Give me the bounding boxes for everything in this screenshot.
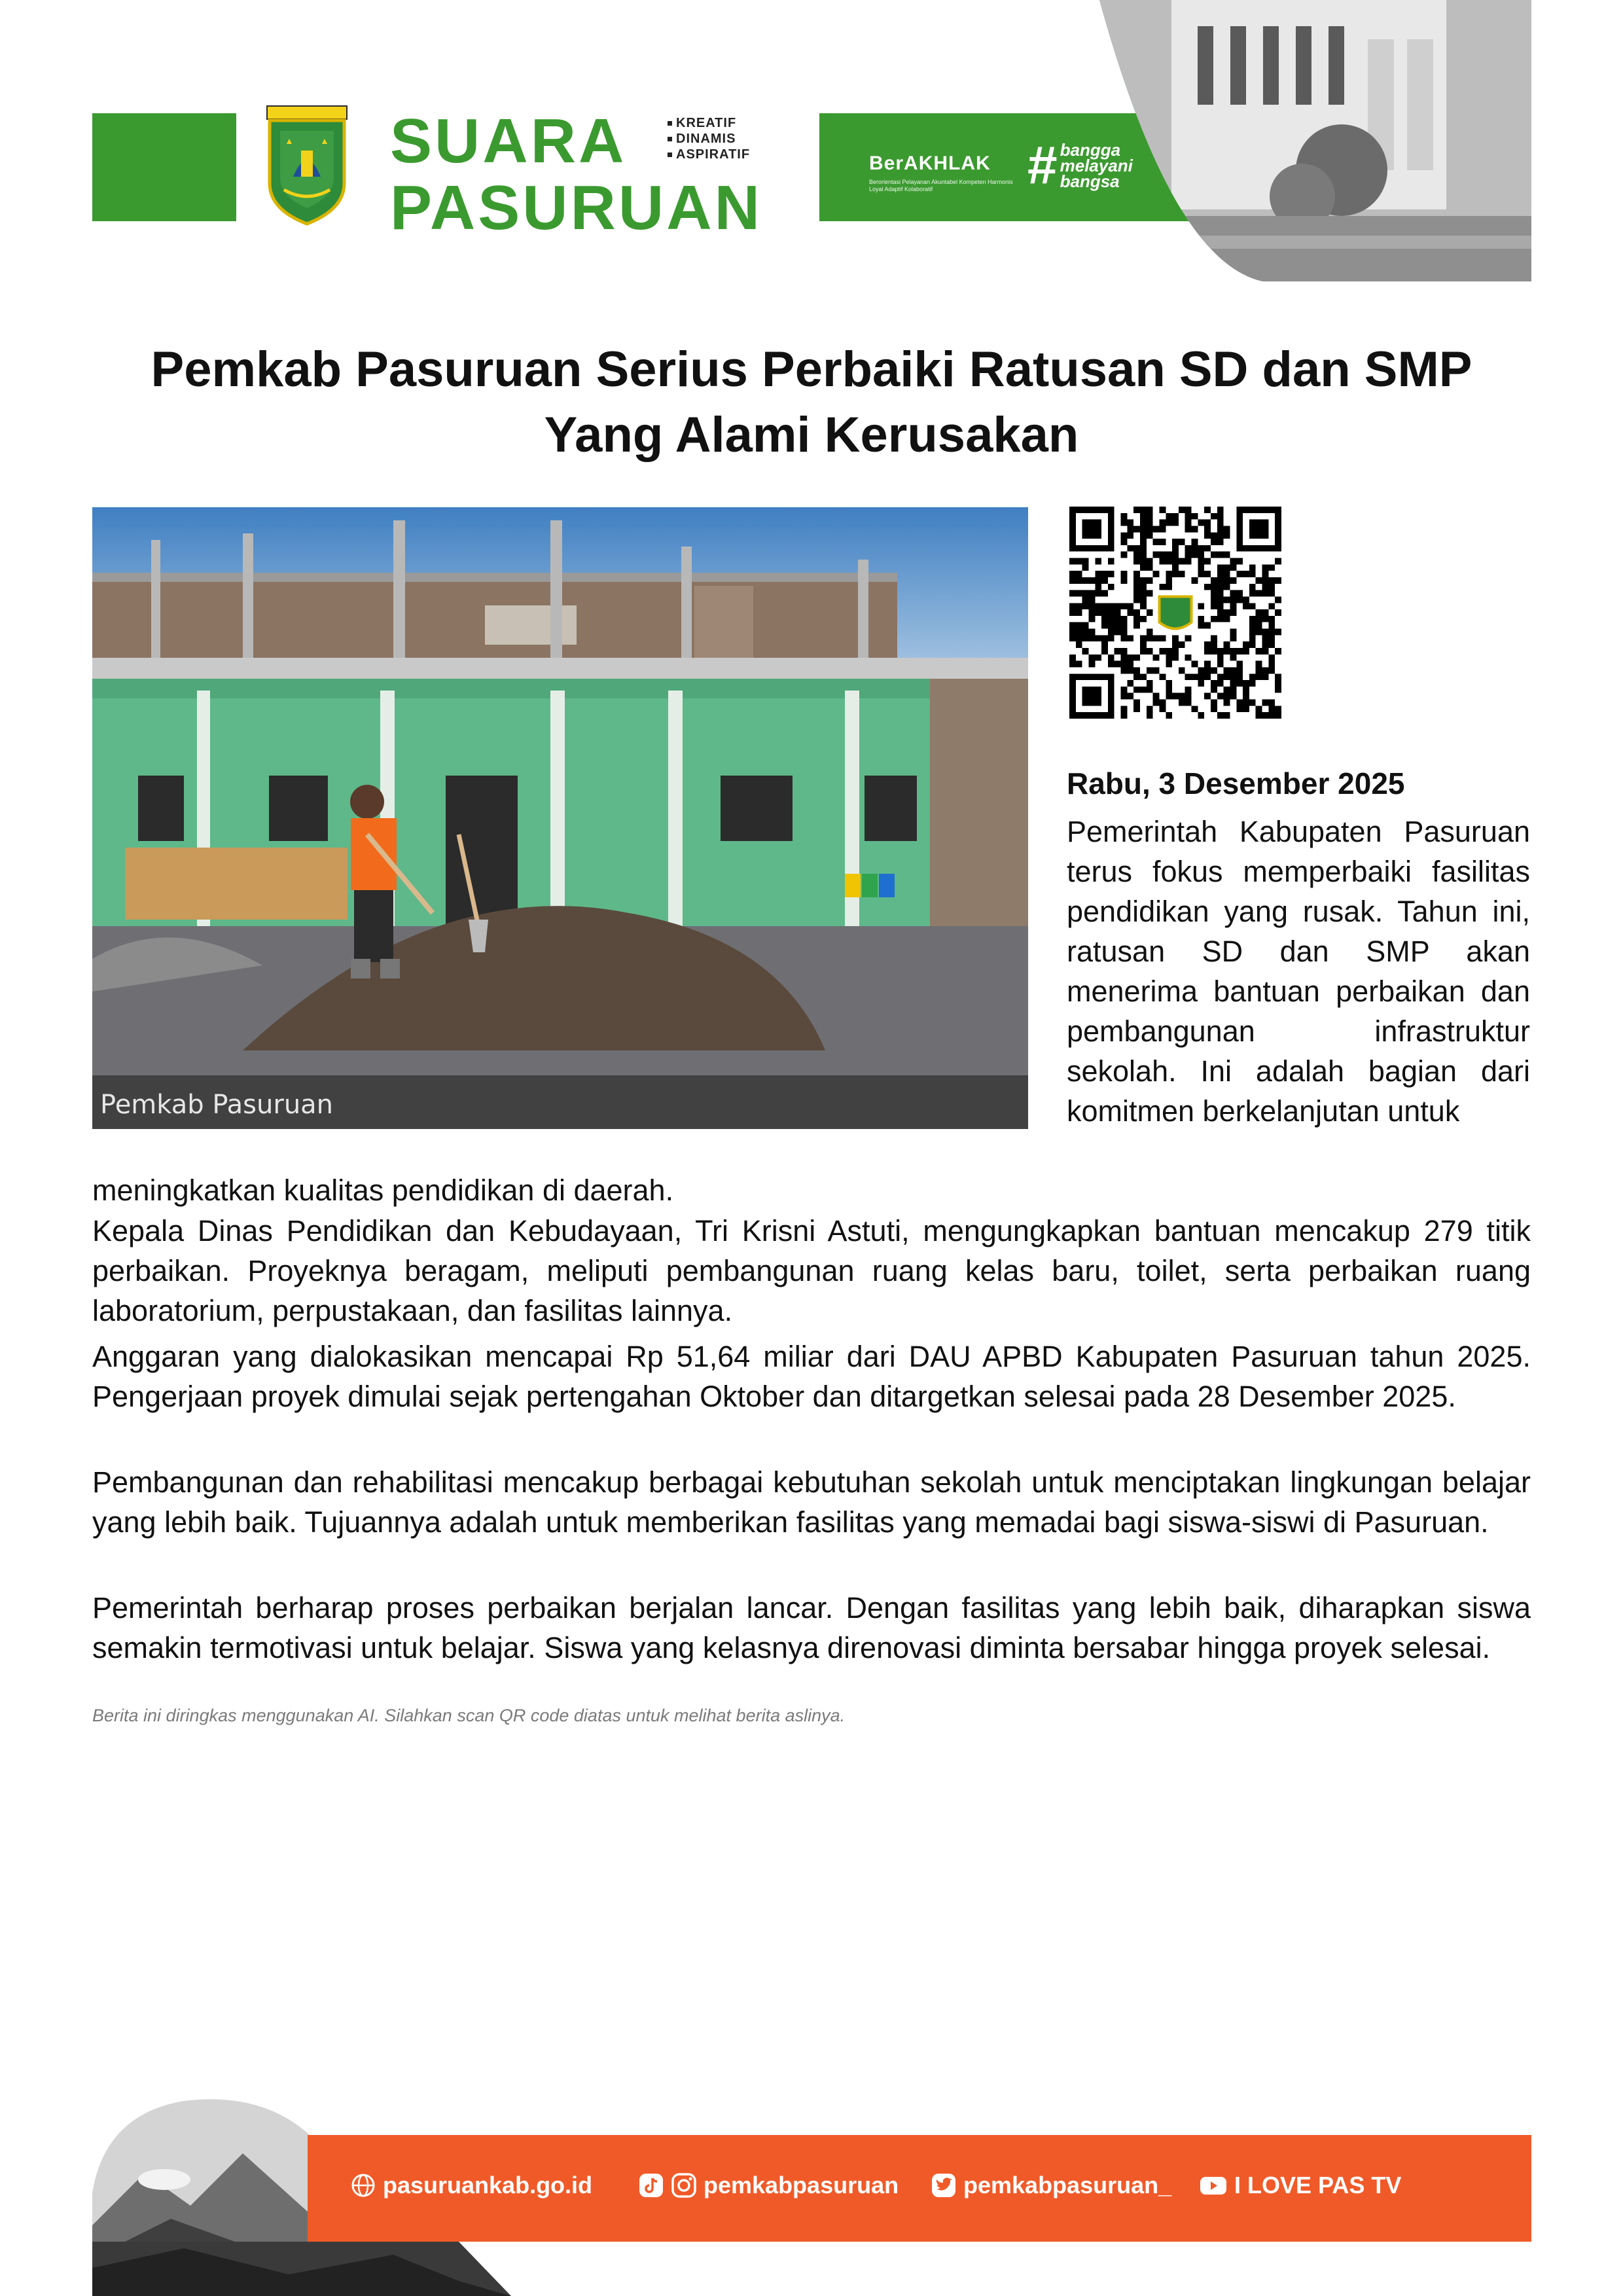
brand-taglines (668, 115, 766, 162)
tagline-3: ASPIRATIF (668, 147, 766, 162)
globe-icon (350, 2172, 376, 2198)
tagline-2: DINAMIS (668, 131, 766, 147)
bangga-word-3: bangsa (1060, 171, 1120, 191)
photo-credit-overlay (92, 1075, 1028, 1129)
tiktok-icon (638, 2172, 664, 2198)
paragraph-5: Pemerintah berharap proses perbaikan berjalan lancar. Dengan fasilitas yang lebih baik, diharapkan siswa semakin termotivasi untuk belajar. Siswa yang kelasnya direnovasi diminta bersabar hingga proyek selesai. (92, 1591, 1531, 1664)
berakhlak-label: BerAKHLAK (869, 152, 991, 174)
paragraph-1-continued: meningkatkan kualitas pendidikan di daerah. (92, 1174, 674, 1207)
hashtag-icon: # (1027, 135, 1058, 195)
berakhlak-logo (869, 152, 1013, 193)
youtube-icon (1199, 2172, 1228, 2198)
footer-twitter-text: pemkabpasuruan_ (963, 2172, 1172, 2198)
footer-website-link[interactable] (350, 2172, 592, 2199)
header-building-photo (1001, 0, 1531, 281)
footer-twitter-link[interactable] (931, 2172, 1171, 2199)
qr-code[interactable] (1069, 507, 1281, 719)
paragraph-2: Kepala Dinas Pendidikan dan Kebudayaan, Tri Krisni Astuti, mengungkapkan bantuan mencakup 279 titik perbaikan. Proyeknya beragam, meliputi pembangunan ruang kelas baru, toilet, serta perbaikan ruang laboratorium, perpustakaan, dan fasilitas lainnya. (92, 1214, 1531, 1327)
bangga-word-2: melayani (1060, 156, 1133, 175)
photo-credit: Pemkab Pasuruan (100, 1090, 334, 1120)
paragraph-3: Anggaran yang dialokasikan mencapai Rp 51,64 miliar dari DAU APBD Kabupaten Pasuruan tahun 2025. Pengerjaan proyek dimulai sejak pertengahan Oktober dan ditargetkan selesai pada 28 Desember 2025. (92, 1340, 1531, 1413)
school-renovation-illustration (92, 507, 1028, 1129)
bangga-word-1: bangga (1060, 140, 1121, 160)
footer-social-link[interactable] (638, 2172, 899, 2199)
kabupaten-crest-logo (260, 105, 353, 226)
paragraph-4: Pembangunan dan rehabilitasi mencakup berbagai kebutuhan sekolah untuk menciptakan lingkungan belajar yang lebih baik. Tujuannya adalah untuk memberikan fasilitas yang memadai bagi siswa-siswi di Pasuruan. (92, 1465, 1531, 1539)
brand-line-1: SUARA (390, 106, 627, 176)
footer-youtube-link[interactable] (1199, 2172, 1401, 2199)
tagline-1: KREATIF (668, 115, 766, 131)
footer-website-text: pasuruankab.go.id (383, 2172, 593, 2198)
footer-dark-corner (92, 2242, 511, 2296)
instagram-icon (671, 2172, 697, 2198)
brand-line-2: PASURUAN (390, 173, 762, 243)
article-date: Rabu, 3 Desember 2025 (1067, 766, 1405, 800)
paragraph-1-side: Pemerintah Kabupaten Pasuruan terus fokus memperbaiki fasilitas pendidikan yang rusak. Tahun ini, ratusan SD dan SMP akan menerima bantuan perbaikan dan pembangunan infrastruktur sekolah. Ini adalah bagian dari komitmen berkelanjutan untuk (1067, 815, 1530, 1128)
footer-social-text: pemkabpasuruan (704, 2172, 899, 2198)
article-photo (92, 507, 1028, 1129)
header-accent-bar-left (92, 113, 236, 221)
ai-disclaimer: Berita ini diringkas menggunakan AI. Silahkan scan QR code diatas untuk melihat berita aslinya. (92, 1706, 846, 1725)
article-title: Pemkab Pasuruan Serius Perbaiki Ratusan SD dan SMP Yang Alami Kerusakan (151, 342, 1472, 463)
berakhlak-subtitle: Berorientasi Pelayanan Akuntabel Kompeten Harmonis Loyal Adaptif Kolaboratif (869, 179, 1013, 192)
twitter-icon (931, 2172, 957, 2198)
footer-youtube-text: I LOVE PAS TV (1234, 2172, 1402, 2198)
